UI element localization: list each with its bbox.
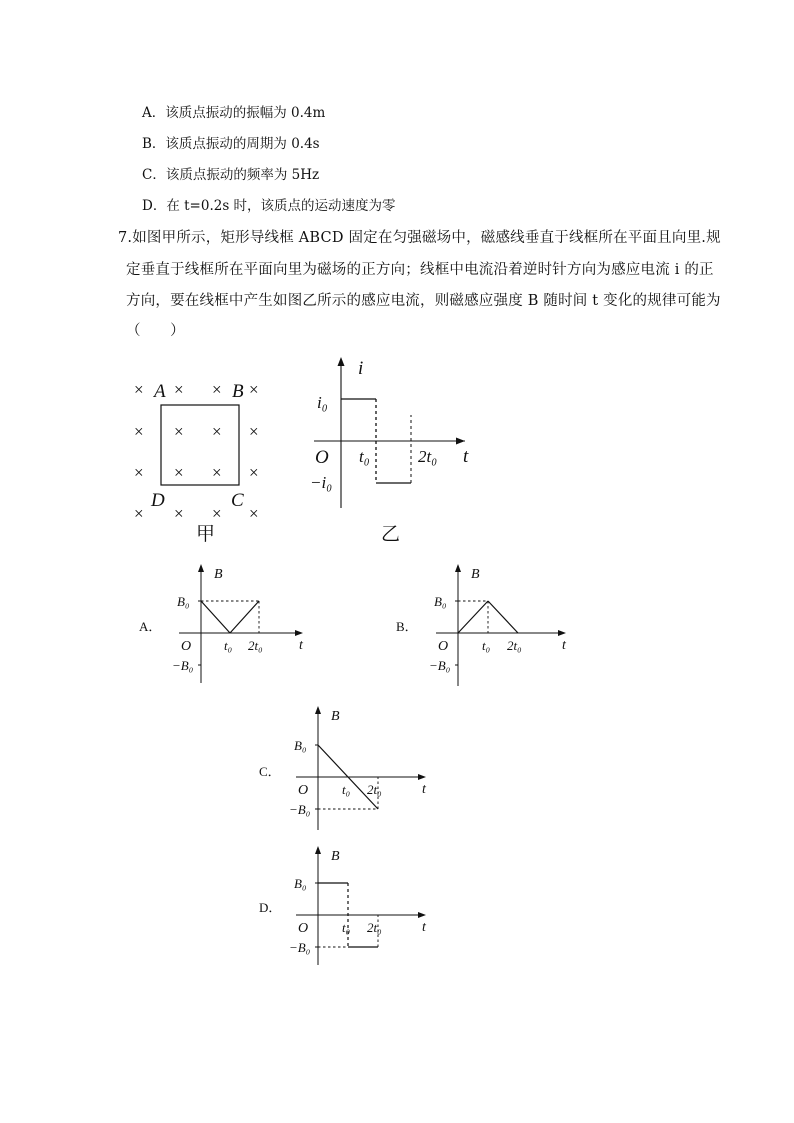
question-line-3: 方向，要在线框中产生如图乙所示的感应电流，则磁感应强度 B 随时间 t 变化的规律可能为 [126,293,721,309]
axis-label-t: t [422,920,426,935]
field-cross-mark: × [134,463,144,482]
prev-option-d: D．在 t=0.2s 时，该质点的运动速度为零 [142,198,396,214]
field-cross-mark: × [174,380,184,399]
tick-2t0: 2t₀ [367,782,382,797]
tick-t0: t₀ [224,638,233,653]
field-cross-mark: × [249,422,259,441]
axis-label-b: B [471,567,480,582]
field-cross-mark: × [212,504,222,523]
choice-letter: D． [259,900,282,915]
axis-label-t: t [422,782,426,797]
origin-label: O [181,639,192,654]
x-axis-arrow [418,912,426,918]
yi-tick-t0: t₀ [359,447,370,466]
question-line-4: （ ） [126,323,185,339]
tick-neg-b0: −B₀ [429,658,451,673]
yi-origin-label: O [315,447,329,468]
tick-b0: B₀ [177,594,190,609]
field-cross-mark: × [174,422,184,441]
field-cross-mark: × [174,504,184,523]
origin-label: O [298,921,309,936]
field-cross-mark: × [212,422,222,441]
corner-label-c: C [231,490,244,511]
axis-label-b: B [331,849,340,864]
choice-graph-d [259,846,427,965]
series-segment [488,601,518,633]
field-cross-mark: × [249,463,259,482]
prev-option-a: A．该质点振动的振幅为 0.4m [142,105,326,121]
tick-t0: t₀ [482,638,491,653]
origin-label: O [438,639,449,654]
series-segment [458,601,488,633]
yi-tick-2t0: 2t₀ [418,447,438,466]
corner-label-a: A [154,381,166,402]
y-axis-arrow [455,564,461,572]
prev-option-b: B．该质点振动的周期为 0.4s [142,136,320,152]
x-axis-arrow [558,630,566,636]
axis-label-b: B [214,567,223,582]
tick-neg-b0: −B₀ [289,940,311,955]
yi-tick-neg-i0: −i₀ [310,473,333,492]
field-cross-mark: × [134,422,144,441]
tick-2t0: 2t₀ [248,638,263,653]
prev-option-c: C．该质点振动的频率为 5Hz [142,167,320,183]
x-axis-arrow [418,774,426,780]
field-cross-mark: × [249,504,259,523]
caption-jia: 甲 [196,524,216,545]
y-axis-arrow [198,564,204,572]
field-cross-mark: × [174,463,184,482]
question-line-2: 定垂直于线框所在平面向里为磁场的正方向；线框中电流沿着逆时针方向为感应电流 i 的正 [126,262,714,278]
question-line-1: 7.如图甲所示，矩形导线框 ABCD 固定在匀强磁场中，磁感线垂直于线框所在平面且向里.规 [118,230,721,246]
tick-neg-b0: −B₀ [289,802,311,817]
choice-letter: A． [139,619,162,634]
tick-t0: t₀ [342,782,351,797]
corner-label-b: B [232,381,244,402]
y-axis-arrow [315,846,321,854]
field-cross-mark: × [134,380,144,399]
series-segment [230,601,259,633]
field-cross-mark: × [249,380,259,399]
corner-label-d: D [151,490,165,511]
yi-tick-i0: i₀ [317,393,328,412]
series-segment [201,601,230,633]
tick-t0: t₀ [342,920,351,935]
yi-axis-label-t: t [463,446,469,467]
tick-b0: B₀ [434,594,447,609]
caption-yi: 乙 [381,524,401,545]
choice-letter: B． [396,619,418,634]
axis-label-t: t [299,638,303,653]
tick-b0: B₀ [294,738,307,753]
x-axis-arrow [295,630,303,636]
choice-graph-b [396,564,567,686]
choice-letter: C． [259,764,281,779]
tick-b0: B₀ [294,876,307,891]
yi-axis-label-i: i [358,358,364,379]
choice-graph-c [259,706,427,830]
axis-label-b: B [331,709,340,724]
tick-neg-b0: −B₀ [172,658,194,673]
tick-2t0: 2t₀ [367,920,382,935]
tick-2t0: 2t₀ [507,638,522,653]
field-cross-mark: × [134,504,144,523]
choice-graph-a [139,564,304,683]
field-cross-mark: × [212,463,222,482]
axis-label-t: t [562,638,566,653]
y-axis-arrow [315,706,321,714]
field-cross-mark: × [212,380,222,399]
origin-label: O [298,783,309,798]
